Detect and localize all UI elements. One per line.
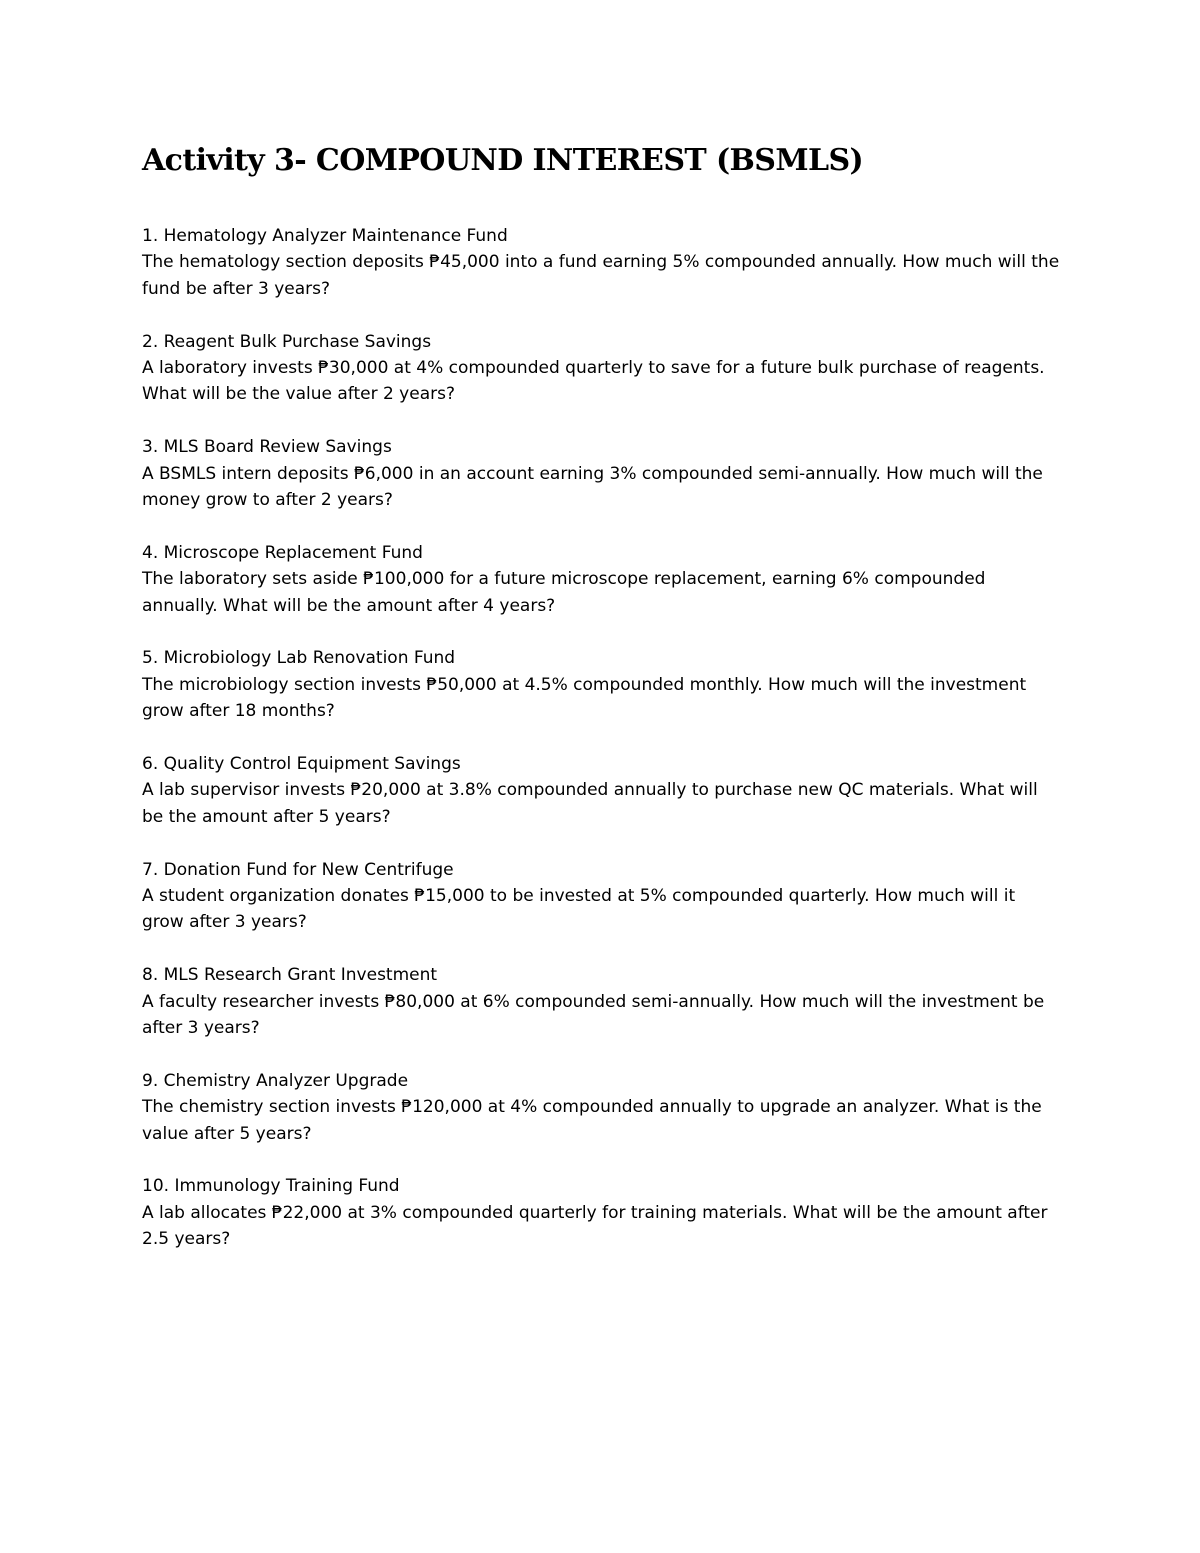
problem-list xyxy=(142,223,1062,1279)
problem-item xyxy=(142,540,1062,619)
problem-heading: 9. Chemistry Analyzer Upgrade xyxy=(142,1070,409,1091)
problem-heading: 10. Immunology Training Fund xyxy=(142,1176,400,1197)
problem-item xyxy=(142,329,1062,408)
page-title: Activity 3- COMPOUND INTEREST (BSMLS) xyxy=(142,143,864,178)
problem-item xyxy=(142,962,1062,1041)
problem-item xyxy=(142,223,1062,302)
problem-text: The chemistry section invests ₱120,000 at 4% compounded annually to upgrade an analyzer. What is the value after 5 years? xyxy=(142,1097,1042,1144)
problem-heading: 4. Microscope Replacement Fund xyxy=(142,542,423,563)
problem-item xyxy=(142,645,1062,724)
problem-item xyxy=(142,751,1062,830)
problem-text: A BSMLS intern deposits ₱6,000 in an account earning 3% compounded semi-annually. How much will the money grow to after 2 years? xyxy=(142,463,1043,511)
problem-text: A laboratory invests ₱30,000 at 4% compounded quarterly to save for a future bulk purchase of reagents. What will be the value after 2 years? xyxy=(142,358,1045,405)
problem-heading: 6. Quality Control Equipment Savings xyxy=(142,754,461,775)
problem-heading: 7. Donation Fund for New Centrifuge xyxy=(142,859,454,880)
problem-heading: 8. MLS Research Grant Investment xyxy=(142,965,438,986)
problem-item xyxy=(142,1068,1062,1147)
problem-heading: 3. MLS Board Review Savings xyxy=(142,437,392,458)
problem-item xyxy=(142,434,1062,513)
problem-text: A faculty researcher invests ₱80,000 at 6% compounded semi-annually. How much will the investment be after 3 years? xyxy=(142,991,1045,1039)
problem-text: The laboratory sets aside ₱100,000 for a future microscope replacement, earning 6% compounded annually. What will be the amount after 4 years? xyxy=(142,569,986,616)
problem-text: A lab supervisor invests ₱20,000 at 3.8% compounded annually to purchase new QC materials. What will be the amount after 5 years? xyxy=(142,780,1038,827)
problem-item xyxy=(142,857,1062,936)
problem-text: The hematology section deposits ₱45,000 into a fund earning 5% compounded annually. How much will the fund be after 3 years? xyxy=(142,252,1060,299)
problem-heading: 1. Hematology Analyzer Maintenance Fund xyxy=(142,226,508,246)
problem-item xyxy=(142,1173,1062,1252)
problem-text: A lab allocates ₱22,000 at 3% compounded quarterly for training materials. What will be the amount after 2.5 years? xyxy=(142,1202,1048,1250)
problem-heading: 2. Reagent Bulk Purchase Savings xyxy=(142,331,432,352)
problem-text: The microbiology section invests ₱50,000 at 4.5% compounded monthly. How much will the investment grow after 18 months? xyxy=(142,674,1027,722)
problem-heading: 5. Microbiology Lab Renovation Fund xyxy=(142,648,456,669)
problem-text: A student organization donates ₱15,000 to be invested at 5% compounded quarterly. How much will it grow after 3 years? xyxy=(142,886,1016,933)
